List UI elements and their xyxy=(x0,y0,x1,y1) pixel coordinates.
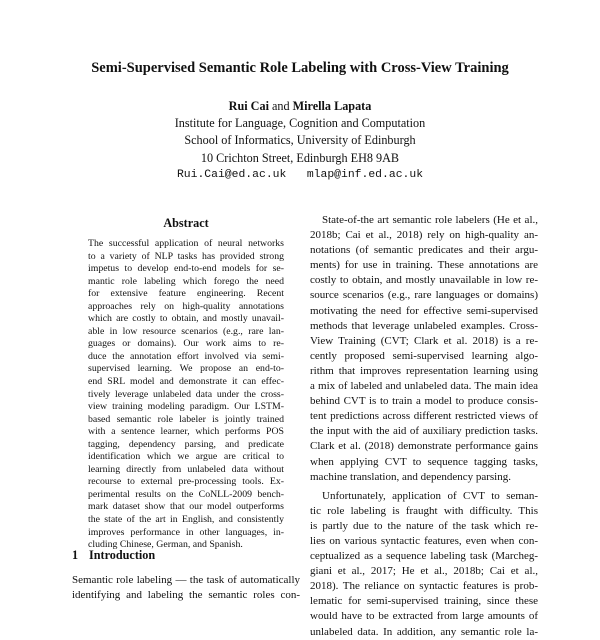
abstract-line: end SRL model and demonstrate it can effec- xyxy=(88,376,284,388)
section-heading-introduction xyxy=(72,548,155,563)
affiliation-line: School of Informatics, University of Edinburgh xyxy=(184,133,416,148)
abstract-line: The successful application of neural networks xyxy=(88,238,284,249)
abstract-line: for extensive feature engineering. Recent xyxy=(88,288,284,300)
abstract-line: with a sentence learner, which performs POS xyxy=(88,426,284,438)
paragraph xyxy=(310,489,538,640)
abstract-line: supervised learning. We propose an end-to- xyxy=(88,363,284,375)
abstract-line: based semantic role labeler is jointly trained xyxy=(88,413,284,425)
author-emails: Rui.Cai@ed.ac.uk mlap@inf.ed.ac.uk xyxy=(176,168,424,181)
abstract-line: recourse to external pre-processing tools. Ex- xyxy=(88,476,284,488)
abstract-line: learning directly from unlabeled data without xyxy=(88,463,284,475)
text-line: giani et al., 2017; He et al., 2018b; Cai et al., xyxy=(310,565,538,578)
affiliation-line: Institute for Language, Cognition and Computation xyxy=(174,116,426,131)
abstract-line: approaches rely on high-quality annotations xyxy=(88,300,284,312)
abstract-line: mantic role labeling which forego the need xyxy=(88,275,284,287)
text-line: source scenarios (e.g., rare languages or domains) xyxy=(310,289,538,302)
right-column xyxy=(310,213,538,640)
affiliation-line: 10 Crichton Street, Edinburgh EH8 9AB xyxy=(200,150,400,165)
text-line: State-of-the art semantic role labelers (He et al., xyxy=(322,214,538,226)
text-line: tent predictions across different restricted views of xyxy=(310,410,538,423)
text-line: 2018b; Cai et al., 2018) rely on high-quality an- xyxy=(310,229,538,242)
abstract-line: to a variety of NLP tasks has provided strong xyxy=(88,250,284,262)
text-line: ments) for use in training. These annotations are xyxy=(310,259,538,272)
text-line: costly to obtain, and mostly unavailable in low re- xyxy=(310,274,538,287)
text-line: View Training (CVT; Clark et al. 2018) is a re- xyxy=(310,334,538,347)
paper-title: Semi-Supervised Semantic Role Labeling with Cross-View Training xyxy=(91,60,509,76)
abstract-line: guages or domains). Our work aims to re- xyxy=(88,338,284,350)
abstract-line: impetus to develop end-to-end models for se- xyxy=(88,263,284,275)
abstract-line: view training modeling paradigm. Our LSTM- xyxy=(88,401,284,413)
text-line: Unfortunately, application of CVT to seman- xyxy=(322,489,538,502)
abstract-line: tagging, dependency parsing, and predicate xyxy=(88,438,284,450)
author-conjunction: and xyxy=(272,99,290,113)
text-line: unlabeled data. In addition, any semantic role la- xyxy=(310,625,538,638)
author-name-2: Mirella Lapata xyxy=(292,99,372,113)
author-block xyxy=(0,98,600,184)
text-line: machine translation, and dependency parsing. xyxy=(310,470,511,483)
section-number: 1 xyxy=(72,548,79,562)
abstract-line: mark dataset show that our model outperforms xyxy=(88,501,284,513)
intro-line: identifying and labeling the semantic roles con- xyxy=(72,589,300,602)
text-line: tic role labeling is fraught with difficulty. This xyxy=(310,504,538,517)
abstract-line: perimental results on the CoNLL-2009 bench- xyxy=(88,488,284,500)
text-line: methods that leverage unlabeled examples. Cross- xyxy=(310,319,538,332)
abstract-line: duce the annotation effort involved via semi- xyxy=(88,350,284,362)
author-names xyxy=(0,98,600,115)
text-line: Clark et al. (2018) demonstrate performance gains xyxy=(310,440,538,453)
text-line: when applying CVT to sequence tagging tasks, xyxy=(310,455,538,468)
abstract-line: able in low resource scenarios (e.g., rare lan- xyxy=(88,325,284,337)
abstract-line: the state of the art in English, and consistently xyxy=(88,514,284,526)
abstract-line: identification which we argue are critical to xyxy=(88,451,284,463)
abstract-line: tively leverage unlabeled data under the cross- xyxy=(88,388,284,400)
intro-line: Semantic role labeling — the task of automatically xyxy=(72,574,300,586)
text-line: motivating the need for effective semi-supervised xyxy=(310,304,538,317)
text-line: rithm that improves representation learning using xyxy=(310,364,538,377)
abstract-line: cluding Chinese, German, and Spanish. xyxy=(88,539,243,551)
abstract-body xyxy=(88,238,284,552)
introduction-body xyxy=(72,573,300,603)
text-line: is partly due to the nature of the task which re- xyxy=(310,519,538,532)
text-line: would have to be extracted from large amounts of xyxy=(310,610,538,623)
text-line: lies on various syntactic features, even when con- xyxy=(310,534,538,547)
text-line: behind CVT is to train a model to produce consis- xyxy=(310,395,538,408)
text-line: the input with the aid of auxiliary prediction tasks. xyxy=(310,425,538,438)
text-line: lematic for semi-supervised training, since these xyxy=(310,595,538,608)
text-line: cently proposed semi-supervised learning algo- xyxy=(310,349,538,362)
author-name-1: Rui Cai xyxy=(228,99,269,113)
text-line: ceptualized as a sequence labeling task (Marcheg- xyxy=(310,550,538,563)
abstract-line: which are costly to obtain, and mostly unavail- xyxy=(88,313,284,325)
paragraph xyxy=(310,213,538,485)
text-line: notations (of semantic predicates and their argu- xyxy=(310,244,538,257)
abstract-line: improves performance in other languages, in- xyxy=(88,526,284,538)
abstract-heading: Abstract xyxy=(163,216,209,230)
text-line: a mix of labeled and unlabeled data. The main idea xyxy=(310,380,538,393)
section-title: Introduction xyxy=(89,548,156,562)
text-line: 2018). The reliance on syntactic features is prob- xyxy=(310,580,538,593)
